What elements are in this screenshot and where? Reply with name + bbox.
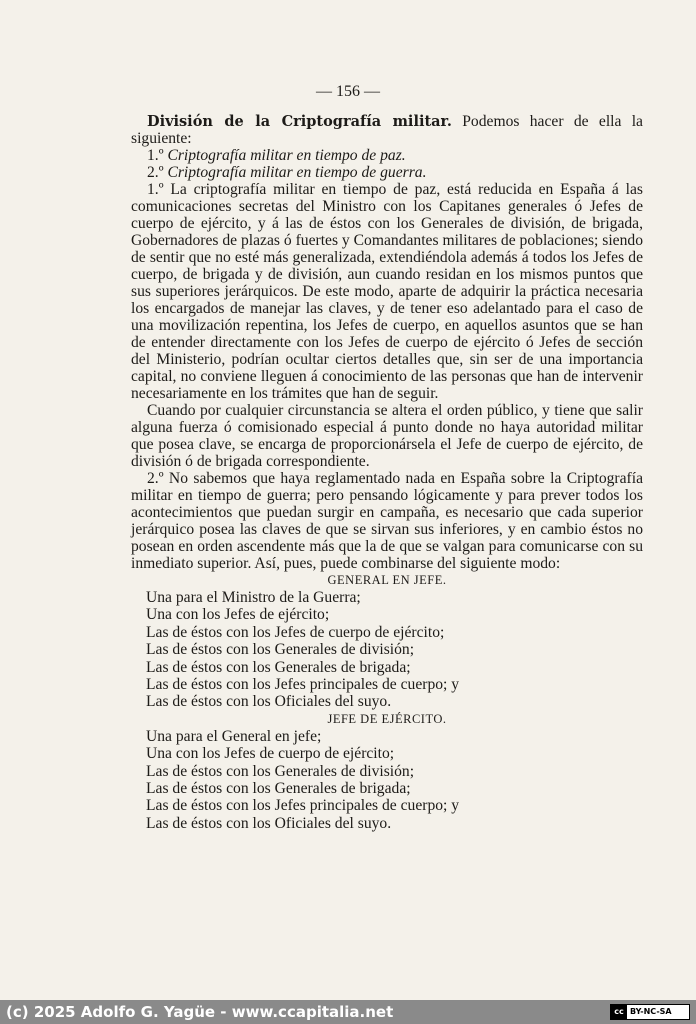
item-label: Criptografía militar en tiempo de paz. (167, 147, 406, 164)
list-item: Las de éstos con los Oficiales del suyo. (146, 693, 392, 711)
paragraph: 1.º La criptografía militar en tiempo de paz, está reducida en España á las comunicaciones secretas del Ministro con los Capitanes generales ó Jefes de cuerpo de ejército, y á las de éstos con los Generales de división, de brigada, Gobernadores de plazas ó fuertes y Comandantes militares de poblaciones; siendo de sentir que no esté más generalizada, extendiéndola además á todos los Jefes de cuerpo, de brigada y de división, aun cuando residan en los mismos puntos que sus superiores jerárquicos. De este modo, aparte de adquirir la práctica necesaria los encargados de manejar las claves, y de tener eso adelantado para el caso de una movilización repentina, los Jefes de cuerpo, en aquellos asuntos que se han de entender directamente con los Jefes de cuerpo de ejército ó Jefes de sección del Ministerio, podrían ocultar ciertos detalles que, sin ser de una importancia capital, no conviene lleguen á conocimiento de las personas que han de intervenir necesariamente en los trámites que han de seguir. (131, 181, 643, 402)
list-item: Las de éstos con los Generales de brigada; (146, 780, 411, 798)
list-item (131, 147, 643, 164)
list-item: Las de éstos con los Oficiales del suyo. (146, 814, 392, 832)
list-item: Las de éstos con los Jefes principales de cuerpo; y (146, 676, 460, 694)
intro-paragraph (131, 113, 643, 147)
item-number: 2.º (147, 164, 164, 181)
list-item: Las de éstos con los Generales de división; (146, 641, 415, 659)
list-item (131, 164, 643, 181)
list-item: Una para el General en jefe; (146, 727, 322, 745)
list-item: Las de éstos con los Generales de división; (146, 762, 415, 780)
copyright-bar (0, 1000, 696, 1024)
item-number: 1.º (147, 147, 164, 164)
list-item: Una para el Ministro de la Guerra; (146, 589, 361, 606)
page-body (131, 113, 643, 832)
license-terms: BY-NC-SA (630, 1007, 672, 1016)
list-item: Una con los Jefes de ejército; (146, 606, 330, 624)
section-title: División de la Criptografía militar. (147, 113, 452, 130)
cc-license-badge[interactable] (610, 1004, 690, 1020)
paragraph: Cuando por cualquier circunstancia se altera el orden público, y tiene que salir alguna fuerza ó comisionado especial á punto donde no haya autoridad militar que posea clave, se encarga de proporcionársela el Jefe de cuerpo de ejército, de división ó de brigada correspondiente. (131, 402, 643, 470)
jefe-list (131, 728, 643, 832)
general-heading: GENERAL EN JEFE. (327, 573, 447, 587)
list-item: Una con los Jefes de cuerpo de ejército; (146, 745, 395, 763)
general-list (131, 589, 643, 711)
page-number: — 156 — (316, 83, 380, 100)
intro-text: Podemos hacer de ella la siguiente: (131, 113, 643, 147)
cc-icon: cc (611, 1005, 627, 1019)
list-item: Las de éstos con los Jefes principales de cuerpo; y (146, 797, 460, 815)
item-label: Criptografía militar en tiempo de guerra. (167, 164, 427, 181)
list-item: Las de éstos con los Generales de brigada; (146, 658, 411, 676)
list-item: Las de éstos con los Jefes de cuerpo de ejército; (146, 623, 445, 641)
jefe-heading: JEFE DE EJÉRCITO. (327, 711, 447, 726)
paragraph: 2.º No sabemos que haya reglamentado nada en España sobre la Criptografía militar en tiempo de guerra; pero pensando lógicamente y para prever todos los acontecimientos que puedan surgir en campaña, es necesario que cada superior jerárquico posea las claves de que se sirvan sus inferiores, y en cambio éstos no posean en orden ascendente más que la de que se valgan para comunicarse con su inmediato superior. Así, pues, puede combinarse del siguiente modo: (131, 470, 643, 572)
copyright-text: (c) 2025 Adolfo G. Yagüe - www.ccapitalia.net (6, 1003, 394, 1021)
